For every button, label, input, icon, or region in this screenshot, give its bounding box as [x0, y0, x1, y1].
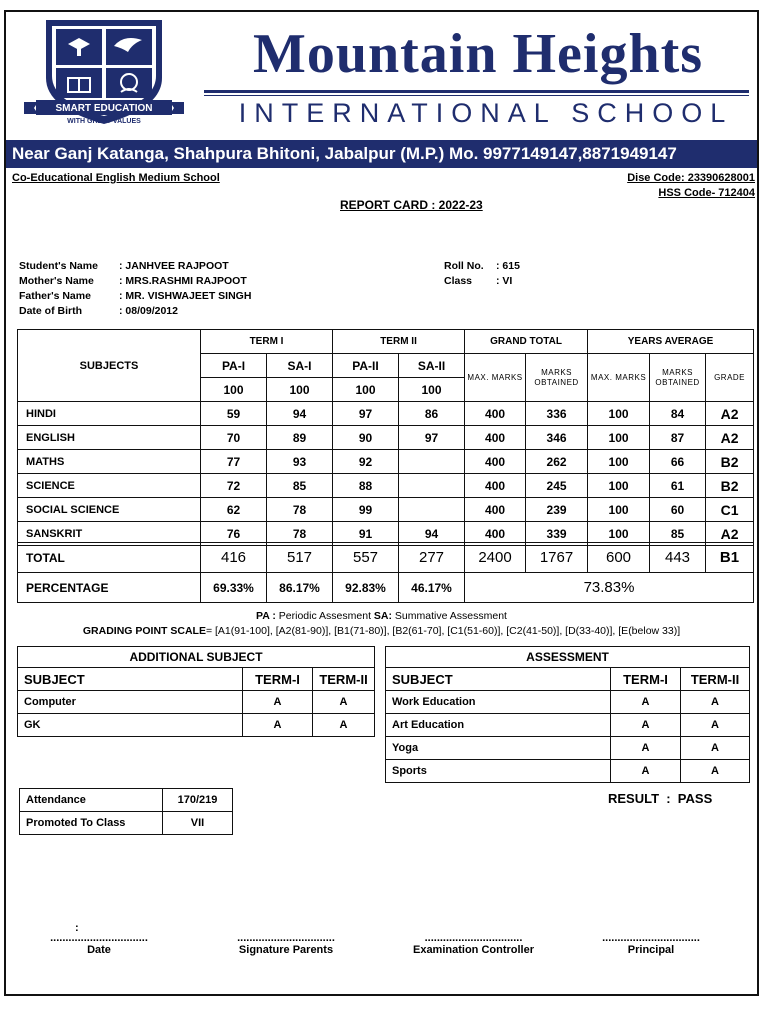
- school-name: Mountain Heights: [252, 23, 704, 85]
- table-row: GK A A: [18, 714, 375, 737]
- signature-principal: ................................ Principal: [602, 932, 700, 956]
- result-status: RESULT : PASS: [608, 791, 713, 806]
- table-row: Art Education A A: [386, 714, 750, 737]
- school-logo-icon: [24, 16, 184, 128]
- table-row: Computer A A: [18, 691, 375, 714]
- table-row: SOCIAL SCIENCE 62 78 99 400 239 100 60 C1: [18, 498, 754, 522]
- attendance-table: Attendance 170/219 Promoted To Class VII: [19, 788, 233, 835]
- school-type: Co-Educational English Medium School: [12, 172, 220, 184]
- attendance-value: 170/219: [163, 789, 233, 812]
- date-colon: :: [75, 922, 79, 934]
- table-row: Yoga A A: [386, 737, 750, 760]
- dise-code: Dise Code: 23390628001: [627, 172, 755, 184]
- promoted-class: VII: [163, 812, 233, 835]
- years-average-header: YEARS AVERAGE: [588, 330, 754, 354]
- signature-date: ................................ Date: [50, 932, 148, 956]
- mother-name: : MRS.RASHMI RAJPOOT: [119, 275, 247, 287]
- total-row: TOTAL 416 517 557 277 2400 1767 600 443 B1: [18, 543, 754, 573]
- report-card-page: [4, 10, 759, 996]
- subjects-header: SUBJECTS: [18, 330, 201, 402]
- student-info: Student's Name : JANHVEE RAJPOOT Mother's Name : MRS.RASHMI RAJPOOT Father's Name : MR. VISHWAJEET SINGH Date of Birth : 08/09/2012: [19, 260, 252, 317]
- term2-header: TERM II: [333, 330, 465, 354]
- overall-percentage: 73.83%: [465, 573, 754, 603]
- roll-number: : 615: [496, 260, 520, 272]
- school-address: Near Ganj Katanga, Shahpura Bhitoni, Jabalpur (M.P.) Mo. 9977149147,8871949147: [6, 140, 757, 168]
- svg-text:WITH GREAT VALUES: WITH GREAT VALUES: [67, 118, 141, 125]
- table-row: ENGLISH 70 89 90 97 400 346 100 87 A2: [18, 426, 754, 450]
- grand-total-header: GRAND TOTAL: [465, 330, 588, 354]
- student-name: : JANHVEE RAJPOOT: [119, 260, 229, 272]
- table-row: HINDI 59 94 97 86 400 336 100 84 A2: [18, 402, 754, 426]
- svg-text:SMART EDUCATION: SMART EDUCATION: [55, 103, 153, 114]
- report-title: REPORT CARD : 2022-23: [340, 198, 483, 212]
- divider: [204, 90, 749, 93]
- date-of-birth: : 08/09/2012: [119, 305, 178, 317]
- additional-subject-title: ADDITIONAL SUBJECT: [18, 647, 375, 668]
- term1-header: TERM I: [201, 330, 333, 354]
- school-subtitle: INTERNATIONAL SCHOOL: [238, 98, 734, 128]
- assessment-table: ASSESSMENT SUBJECT TERM-I TERM-II Work Education A A Art Education A A Yoga A A Sports A A: [385, 646, 750, 783]
- table-row: MATHS 77 93 92 400 262 100 66 B2: [18, 450, 754, 474]
- hss-code: HSS Code- 712404: [658, 187, 755, 199]
- signature-parents: ................................ Signature Parents: [237, 932, 335, 956]
- percentage-row: PERCENTAGE 69.33% 86.17% 92.83% 46.17% 73.83%: [18, 573, 754, 603]
- father-name: : MR. VISHWAJEET SINGH: [119, 290, 252, 302]
- additional-subject-table: ADDITIONAL SUBJECT SUBJECT TERM-I TERM-II Computer A A GK A A: [17, 646, 375, 737]
- table-row: SANSKRIT 76 78 91 94 400 339 100 85 A2: [18, 522, 754, 546]
- table-row: Work Education A A: [386, 691, 750, 714]
- roll-class-info: Roll No. : 615 Class : VI: [444, 260, 520, 287]
- signature-examination-controller: ................................ Examination Controller: [412, 932, 535, 956]
- table-row: Sports A A: [386, 760, 750, 783]
- class-value: : VI: [496, 275, 513, 287]
- totals-table: [17, 542, 754, 603]
- grading-scale: GRADING POINT SCALE= [A1(91-100], [A2(81-90)], [B1(71-80)], [B2(61-70], [C1(51-60)], [C2(41-50)], [D(33-40)], [E(below 33)]: [82, 625, 681, 637]
- assessment-title: ASSESSMENT: [386, 647, 750, 668]
- divider: [204, 95, 749, 96]
- abbreviation-legend: PA : Periodic Assesment SA: Summative Assessment: [256, 610, 507, 622]
- table-row: SCIENCE 72 85 88 400 245 100 61 B2: [18, 474, 754, 498]
- marks-table: SUBJECTS TERM I TERM II GRAND TOTAL YEARS AVERAGE PA-I SA-I PA-II SA-II MAX. MARKS MARKS OBTAINED MAX. MARKS MARKS OBTAINED GRADE 100 100 100 100 HINDI 59 94 97 86 400 336 100 84 A2 ENGLISH 70 89 90 97 400 346 100 87 A2 MATHS 77 93 92 400 262 100 66 B2 SCIENCE 72 85 88 400 245 100 61 B2 SOCIAL SCIENCE 62 78 99 400 239 100 60 C1 SANSKRIT 76 78 91 94 400 339 100 85 A2: [17, 329, 754, 546]
